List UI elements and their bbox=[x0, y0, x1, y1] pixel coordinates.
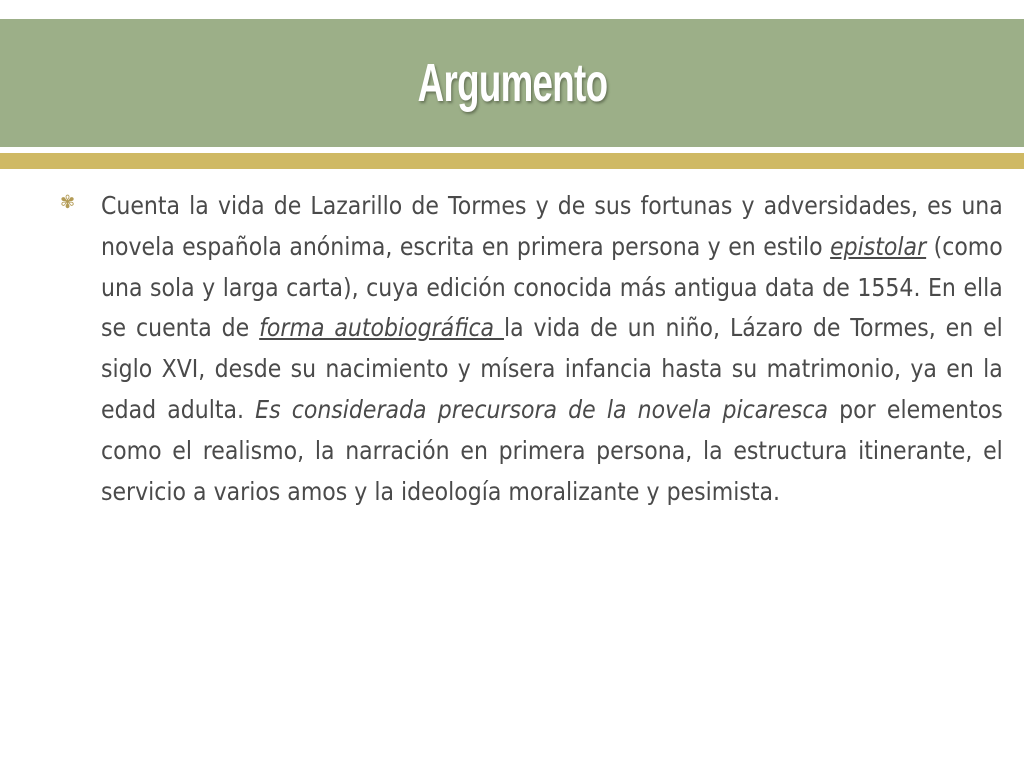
paragraph-text-2: (como una sola y larga carta), cuya edición conocida más antigua data de 1554. En ella se cuenta de bbox=[101, 231, 1003, 343]
curl-bullet-icon: ✾ bbox=[60, 192, 76, 213]
forma-autobiografica-link[interactable]: forma autobiográfica bbox=[259, 313, 504, 343]
slide-title: Argumento bbox=[417, 53, 607, 113]
gold-divider-band bbox=[0, 153, 1024, 169]
content-area bbox=[60, 186, 1003, 512]
paragraph-text-3: la vida de un niño, Lázaro de Tormes, en el siglo XVI, desde su nacimiento y mísera infancia hasta su matrimonio, ya en la edad adulta. bbox=[101, 313, 1003, 424]
paragraph-text-1: Cuenta la vida de Lazarillo de Tormes y de sus fortunas y adversidades, es una novela española anónima, escrita en primera persona y en estilo bbox=[101, 191, 1003, 261]
title-band bbox=[0, 19, 1024, 147]
emphasis-picaresca: Es considerada precursora de la novela picaresca bbox=[255, 394, 829, 424]
epistolar-link[interactable]: epistolar bbox=[830, 231, 927, 261]
body-paragraph bbox=[101, 186, 1003, 512]
paragraph-text-4: por elementos como el realismo, la narración en primera persona, la estructura itinerante, el servicio a varios amos y la ideología moralizante y pesimista. bbox=[101, 394, 1003, 506]
